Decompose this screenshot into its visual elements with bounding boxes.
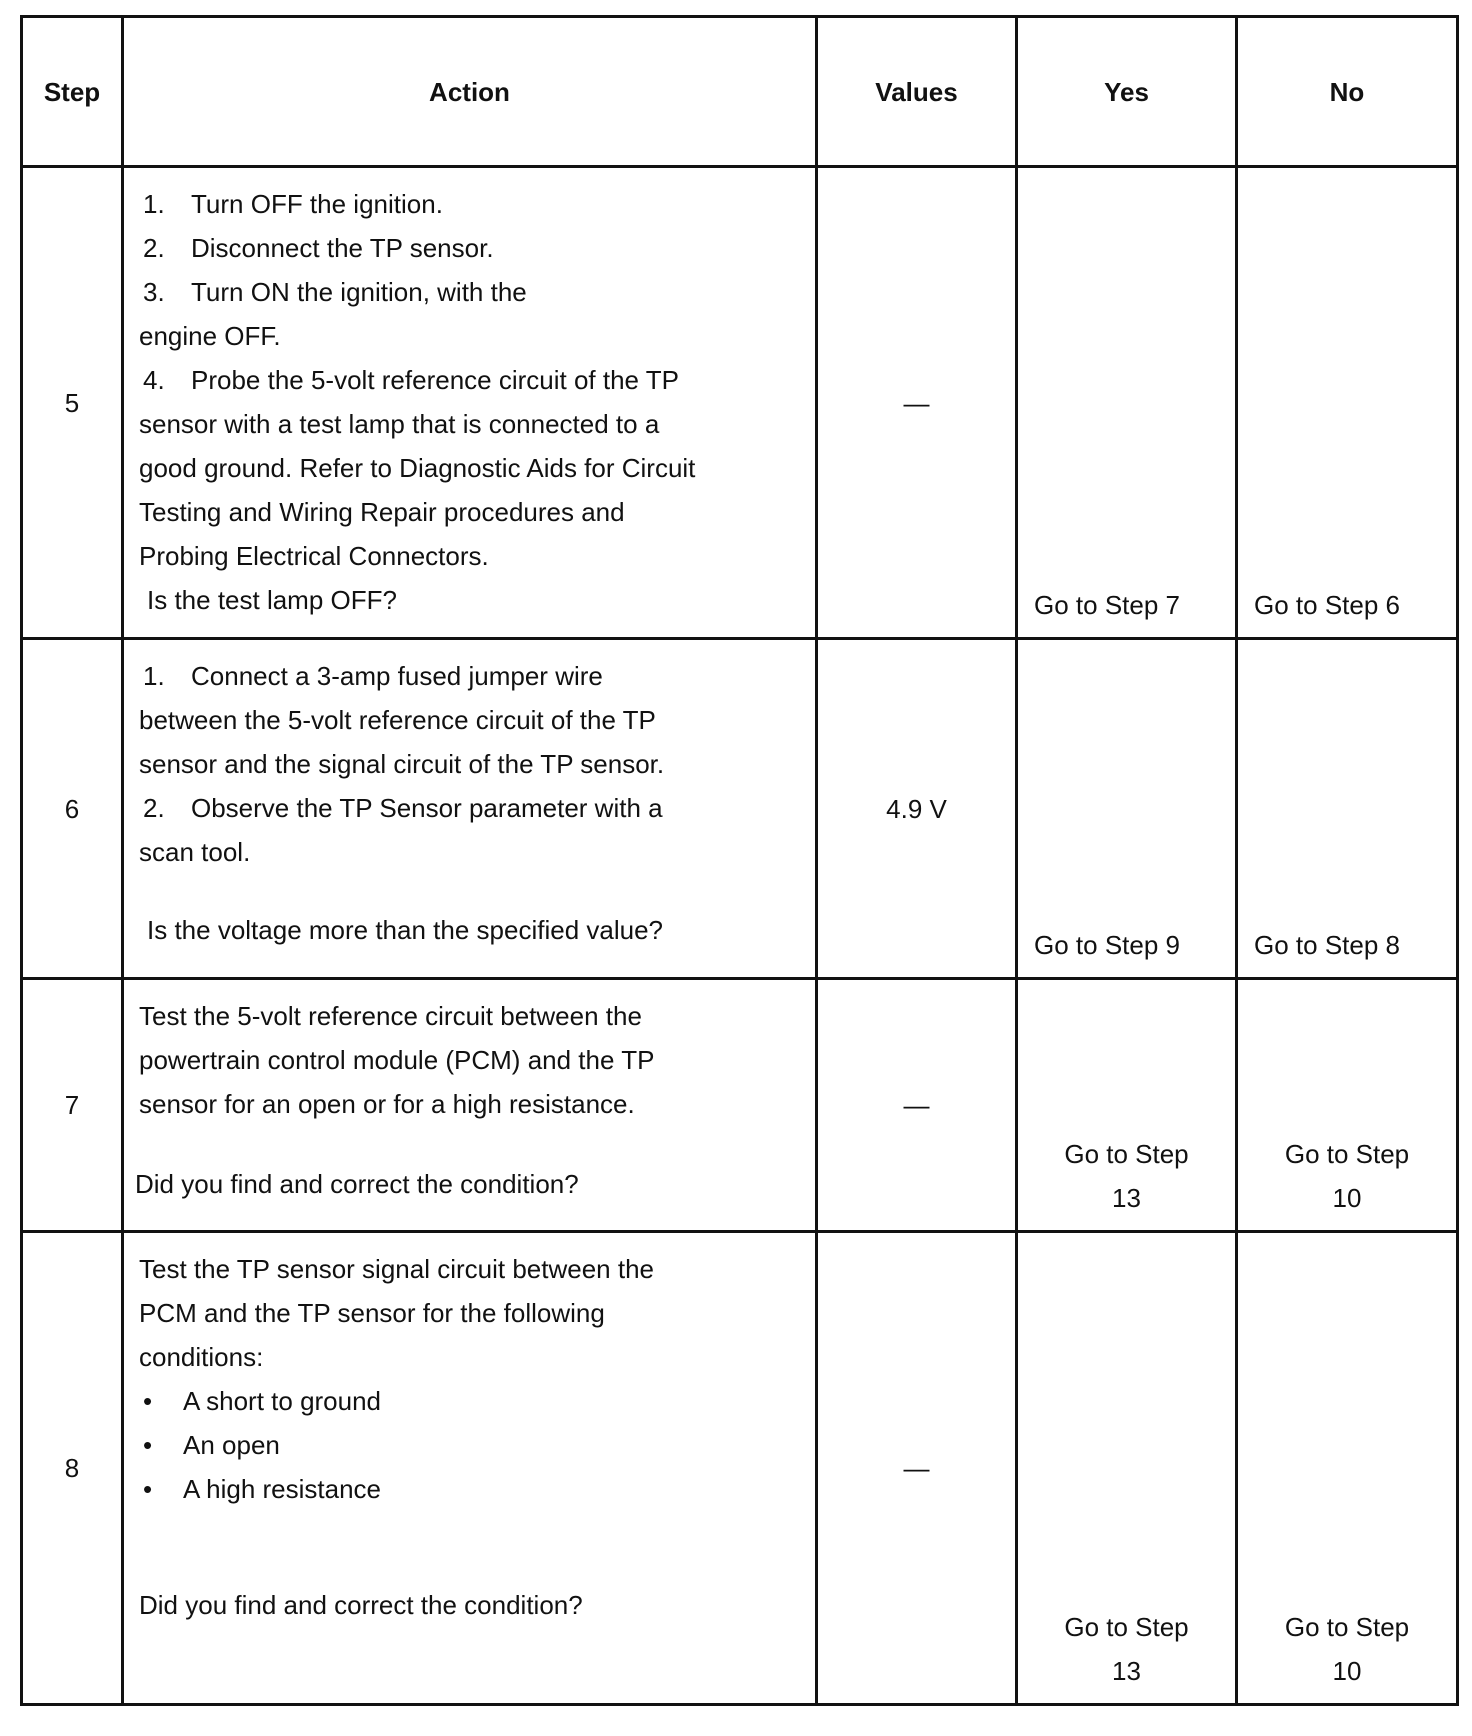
action-cell xyxy=(123,1232,817,1705)
action-question: Did you find and correct the condition? xyxy=(139,1590,583,1620)
header-yes xyxy=(1017,17,1237,167)
yes-cell xyxy=(1017,167,1237,639)
action-text: Test the 5-volt reference circuit between the powertrain control module (PCM) and the TP sensor for an open or for a high resistance. xyxy=(139,1001,654,1119)
header-no-label: No xyxy=(1329,76,1365,107)
header-step-label: Step xyxy=(43,76,101,107)
table-row xyxy=(22,167,1458,639)
yes-cell xyxy=(1017,979,1237,1232)
values-cell: — xyxy=(817,1232,1017,1705)
action-item: 4. Probe the 5-volt reference circuit of the TP sensor with a test lamp that is connected to a good ground. Refer to Diagnostic Aids for Circuit Testing and Wiring Repair procedures and Probing Electrical Connectors. xyxy=(139,365,696,571)
action-question: Is the test lamp OFF? xyxy=(147,585,397,615)
yes-link: Go to Step 9 xyxy=(1034,930,1180,960)
no-link: Go to Step 6 xyxy=(1254,590,1400,620)
list-item: • A high resistance xyxy=(143,1474,382,1504)
header-action-label: Action xyxy=(429,76,510,107)
step-cell: 7 xyxy=(22,979,123,1232)
list-item: • A short to ground xyxy=(143,1386,382,1416)
header-values-label: Values xyxy=(875,76,958,107)
action-cell xyxy=(123,979,817,1232)
action-question: Is the voltage more than the specified value? xyxy=(147,915,663,945)
header-action xyxy=(123,17,817,167)
header-yes-label: Yes xyxy=(1104,76,1149,107)
step-cell: 6 xyxy=(22,639,123,979)
header-step xyxy=(22,17,123,167)
no-cell xyxy=(1237,167,1458,639)
yes-cell xyxy=(1017,639,1237,979)
action-item: 1. Turn OFF the ignition. xyxy=(143,189,443,219)
action-item: 2. Observe the TP Sensor parameter with a scan tool. xyxy=(139,793,663,867)
diagnostic-table xyxy=(20,15,1459,1706)
values-cell: 4.9 V xyxy=(817,639,1017,979)
values-cell: — xyxy=(817,167,1017,639)
no-cell xyxy=(1237,639,1458,979)
table-row xyxy=(22,979,1458,1232)
action-item: 3. Turn ON the ignition, with the engine OFF. xyxy=(139,277,527,351)
step-cell: 8 xyxy=(22,1232,123,1705)
action-cell xyxy=(123,167,817,639)
no-cell xyxy=(1237,1232,1458,1705)
header-row xyxy=(22,17,1458,167)
action-item: 2. Disconnect the TP sensor. xyxy=(143,233,494,263)
values-cell: — xyxy=(817,979,1017,1232)
header-no xyxy=(1237,17,1458,167)
yes-cell xyxy=(1017,1232,1237,1705)
no-link: Go to Step 8 xyxy=(1254,930,1400,960)
yes-link: Go to Step 7 xyxy=(1034,590,1180,620)
list-item: • An open xyxy=(143,1430,280,1460)
yes-link: Go to Step 13 xyxy=(1064,1139,1189,1213)
no-link: Go to Step 10 xyxy=(1284,1612,1410,1686)
yes-link: Go to Step 13 xyxy=(1064,1612,1189,1686)
no-link: Go to Step 10 xyxy=(1284,1139,1410,1213)
table-row xyxy=(22,639,1458,979)
action-item: 1. Connect a 3-amp fused jumper wire between the 5-volt reference circuit of the TP sensor and the signal circuit of the TP sensor. xyxy=(139,661,665,779)
header-values xyxy=(817,17,1017,167)
action-text: Test the TP sensor signal circuit between the PCM and the TP sensor for the following conditions: xyxy=(139,1254,654,1372)
action-question: Did you find and correct the condition? xyxy=(135,1169,579,1199)
table-row xyxy=(22,1232,1458,1705)
action-cell xyxy=(123,639,817,979)
step-cell: 5 xyxy=(22,167,123,639)
no-cell xyxy=(1237,979,1458,1232)
